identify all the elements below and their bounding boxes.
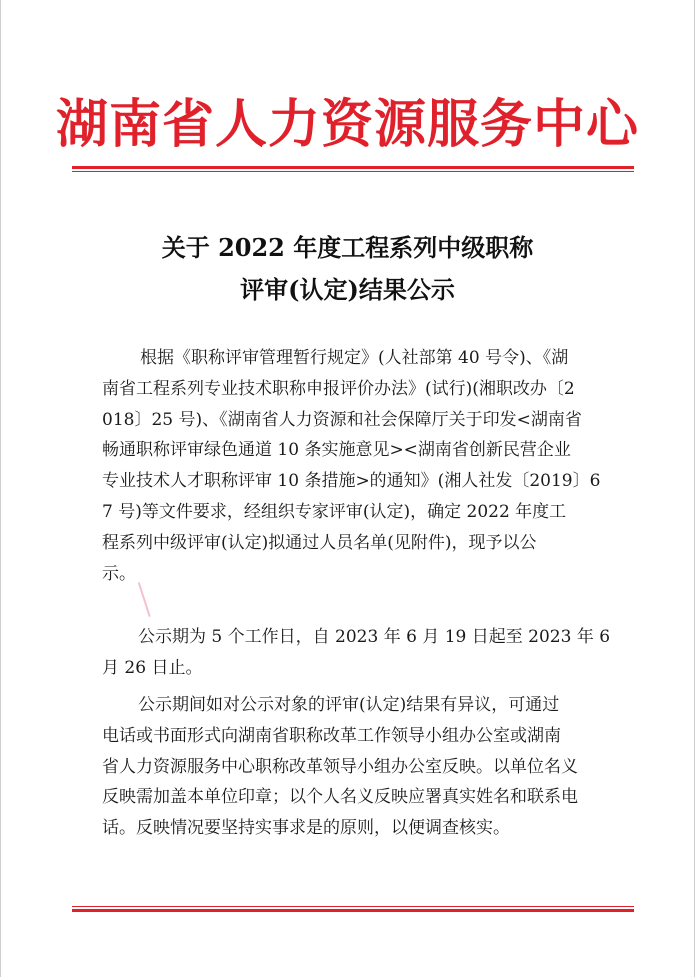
footer-rule-thin	[72, 906, 634, 907]
paragraph-line: 反映需加盖本单位印章；以个人名义反映应署真实姓名和联系电	[102, 787, 578, 808]
paragraph-line: 电话或书面形式向湖南省职称改革工作领导小组办公室或湖南	[102, 725, 561, 746]
document-title-line-2: 评审(认定)结果公示	[240, 275, 455, 304]
header-rule-thin	[72, 171, 634, 172]
paragraph-period	[104, 622, 632, 684]
paragraph-line: 话。反映情况要坚持实事求是的原则，以便调查核实。	[102, 818, 510, 839]
org-header-title: 湖南省人力资源服务中心	[55, 94, 639, 155]
paragraph-line: 018〕25 号)、《湖南省人力资源和社会保障厅关于印发<湖南省	[102, 409, 582, 430]
paragraph-objection	[104, 690, 632, 844]
paragraph-line: 月 26 日止。	[102, 657, 203, 678]
paragraph-basis	[104, 343, 632, 589]
header-rule-thick	[72, 166, 634, 169]
paragraph-line: 7 号)等文件要求，经组织专家评审(认定)，确定 2022 年度工	[102, 501, 567, 522]
paragraph-line: 公示期为 5 个工作日，自 2023 年 6 月 19 日起至 2023 年 6	[138, 627, 611, 647]
paragraph-line: 根据《职称评审管理暂行规定》(人社部第 40 号令)、《湖	[140, 348, 569, 368]
document-title-line-1: 关于 2022 年度工程系列中级职称	[161, 233, 534, 262]
footer-double-rule	[72, 906, 634, 913]
paragraph-line: 示。	[102, 563, 136, 584]
paragraph-line: 程系列中级评审(认定)拟通过人员名单(见附件)，现予以公	[102, 532, 537, 553]
paragraph-line: 公示期间如对公示对象的评审(认定)结果有异议，可通过	[138, 695, 560, 715]
paragraph-line: 南省工程系列专业技术职称申报评价办法》(试行)(湘职改办〔2	[102, 378, 575, 399]
paragraph-line: 省人力资源服务中心职称改革领导小组办公室反映。以单位名义	[102, 756, 578, 777]
header-double-rule	[72, 166, 634, 173]
paragraph-line: 畅通职称评审绿色通道 10 条实施意见><湖南省创新民营企业	[102, 440, 571, 461]
footer-rule-thick	[72, 909, 634, 912]
paragraph-line: 专业技术人才职称评审 10 条措施>的通知》(湘人社发〔2019〕6	[102, 471, 601, 492]
